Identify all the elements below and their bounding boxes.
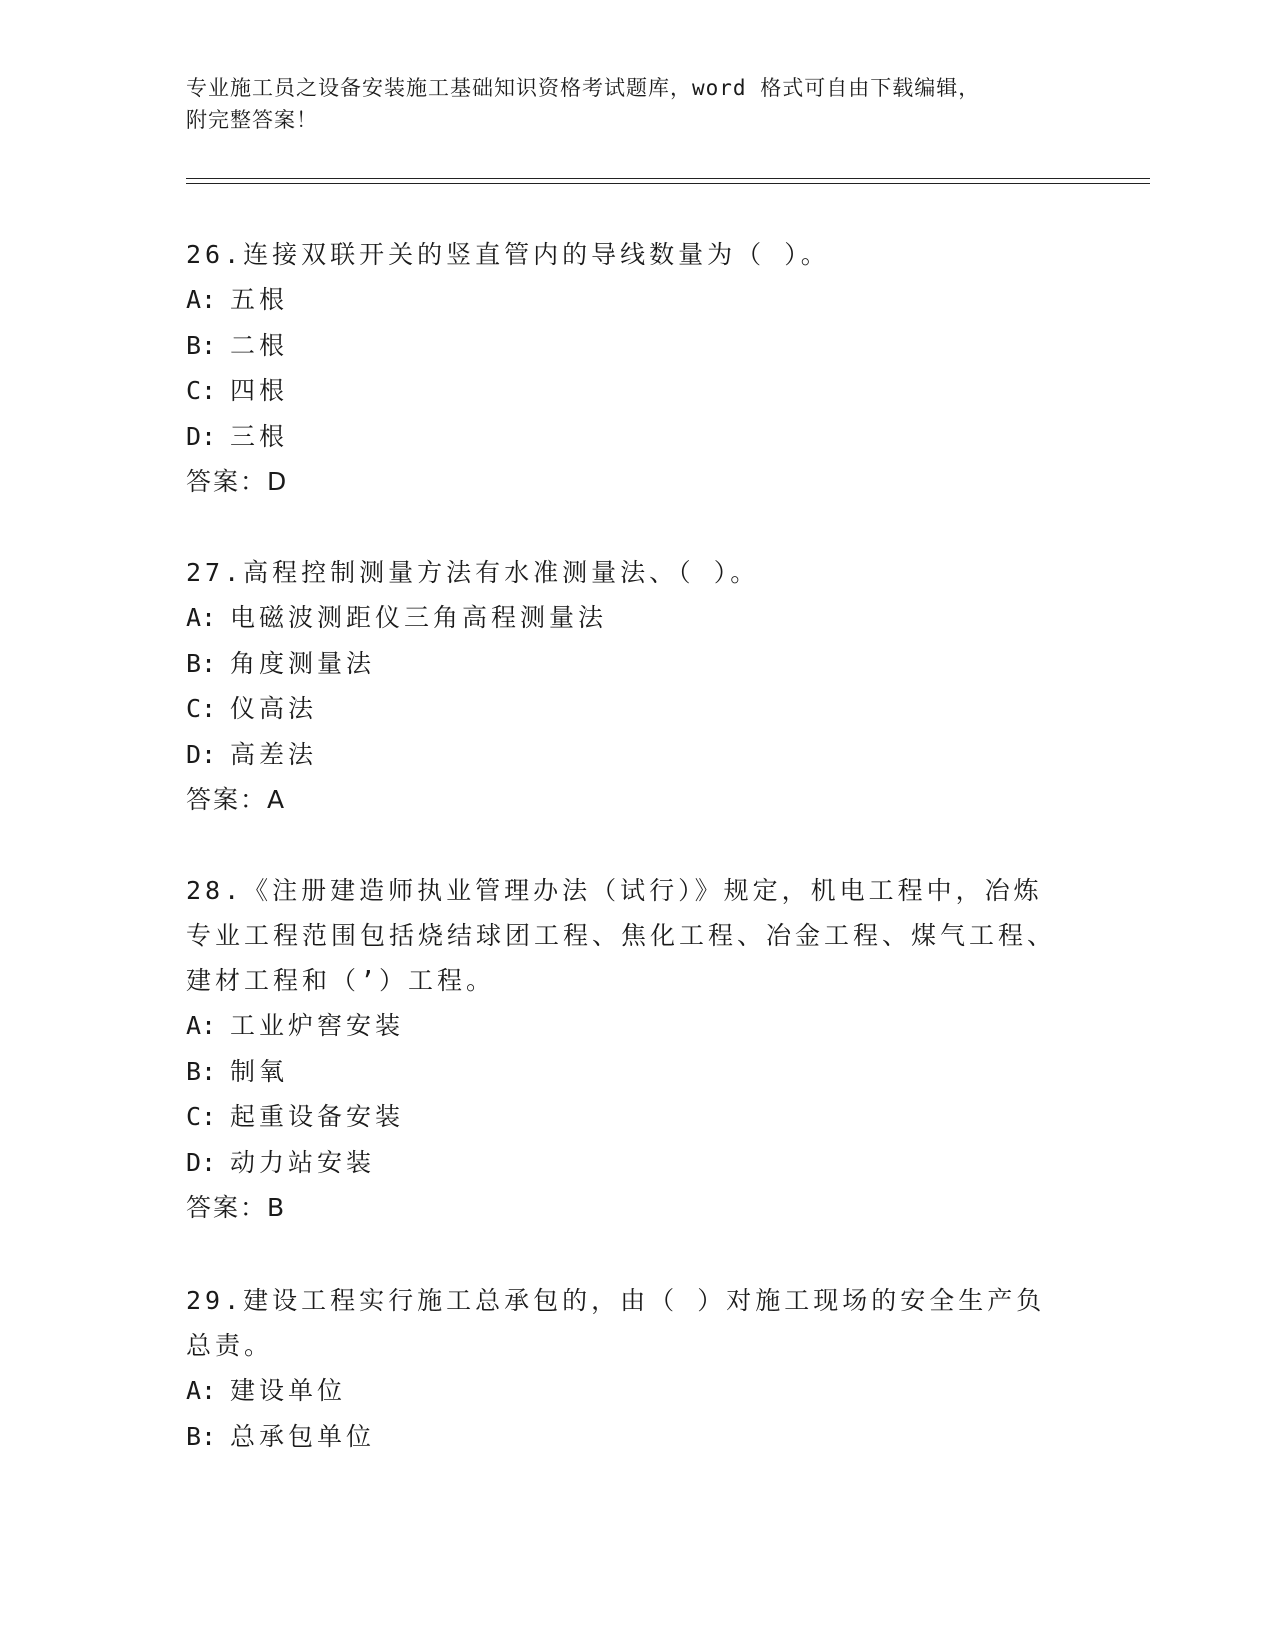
option-text: 制氧 — [230, 1056, 289, 1086]
option-a — [186, 1368, 1066, 1414]
option-letter: D: — [186, 421, 217, 451]
option-text: 高差法 — [230, 739, 318, 769]
header-line-1: 专业施工员之设备安装施工基础知识资格考试题库，word 格式可自由下载编辑， — [186, 76, 981, 100]
option-letter: B: — [186, 1421, 217, 1451]
option-text: 五根 — [230, 285, 289, 314]
option-text: 三根 — [230, 421, 289, 451]
option-text: 建设单位 — [230, 1376, 347, 1405]
option-c — [186, 686, 1066, 732]
option-text: 工业炉窖安装 — [230, 1011, 405, 1040]
question-27 — [186, 550, 1066, 822]
question-stem: 26.连接双联开关的竖直管内的导线数量为（ ）。 — [186, 240, 830, 269]
option-a — [186, 1003, 1066, 1049]
option-d — [186, 732, 1066, 778]
option-c — [186, 368, 1066, 414]
question-29 — [186, 1278, 1066, 1459]
option-letter: C: — [186, 694, 217, 723]
answer: 答案：A — [186, 785, 287, 814]
option-letter: A: — [186, 285, 217, 314]
option-text: 二根 — [230, 330, 289, 360]
option-letter: B: — [186, 330, 217, 360]
option-text: 动力站安装 — [230, 1147, 376, 1177]
option-b — [186, 323, 1066, 369]
question-26 — [186, 232, 1066, 504]
question-stem: 28.《注册建造师执业管理办法（试行）》规定，机电工程中，冶炼专业工程范围包括烧结球团工程、焦化工程、冶金工程、煤气工程、建材工程和（’）工程。 — [186, 876, 1057, 995]
option-letter: A: — [186, 603, 217, 632]
option-letter: A: — [186, 1011, 217, 1040]
option-letter: D: — [186, 739, 217, 769]
option-b — [186, 641, 1066, 687]
header-line-2: 附完整答案！ — [186, 108, 318, 132]
option-letter: B: — [186, 648, 217, 678]
option-letter: D: — [186, 1147, 217, 1177]
option-letter: A: — [186, 1376, 217, 1405]
answer: 答案：B — [186, 1193, 287, 1222]
option-b — [186, 1049, 1066, 1095]
header-divider-bottom — [186, 183, 1150, 184]
question-28 — [186, 868, 1066, 1230]
option-a — [186, 277, 1066, 323]
option-text: 电磁波测距仪三角高程测量法 — [230, 603, 608, 632]
option-text: 四根 — [230, 376, 289, 405]
header-divider-top — [186, 178, 1150, 179]
document-header — [186, 72, 1086, 136]
option-text: 仪高法 — [230, 694, 318, 723]
option-letter: B: — [186, 1056, 217, 1086]
option-letter: C: — [186, 1102, 217, 1131]
option-d — [186, 414, 1066, 460]
option-text: 角度测量法 — [230, 648, 376, 678]
answer: 答案：D — [186, 467, 289, 496]
option-a — [186, 595, 1066, 641]
option-text: 总承包单位 — [230, 1421, 376, 1451]
option-b — [186, 1414, 1066, 1460]
option-letter: C: — [186, 376, 217, 405]
option-d — [186, 1140, 1066, 1186]
question-stem: 27.高程控制测量方法有水准测量法、（ ）。 — [186, 558, 760, 587]
option-c — [186, 1094, 1066, 1140]
option-text: 起重设备安装 — [230, 1102, 405, 1131]
question-stem: 29.建设工程实行施工总承包的，由（ ）对施工现场的安全生产负总责。 — [186, 1286, 1046, 1360]
